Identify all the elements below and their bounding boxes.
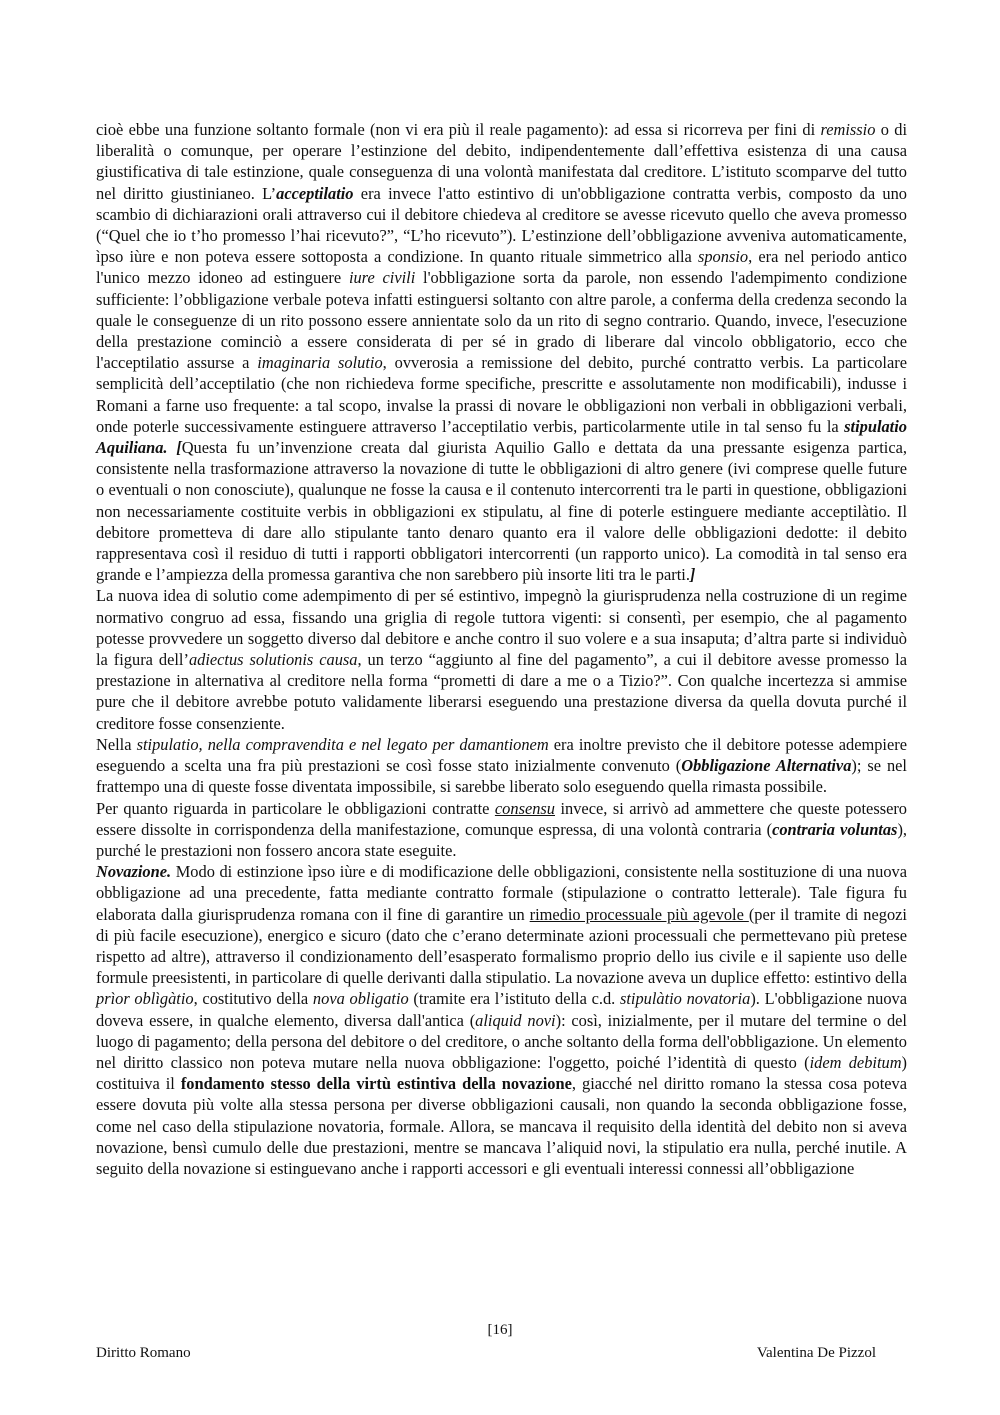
paragraph	[96, 119, 907, 585]
text-segment: , ovverosia a remissione del debito, purché contratto verbis. La particolare semplicità dell’acceptilatio (che non richiedeva forme specifiche, prescritte e assolutamente non modificabili), indusse i Romani a farne uso frequente: a tal scopo, invalse la prassi di novare le obbligazioni non verbali in obbligazioni verbali, onde poterle successivamente estinguere attraverso l’acceptilatio verbis, particolarmente utile in tal senso fu la	[96, 353, 907, 436]
page-number: [16]	[487, 1322, 513, 1338]
text-segment: Questa fu un’invenzione creata dal giurista Aquilio Gallo e dettata da una pressante esigenza partica, consistente nella trasformazione attraverso la novazione di tutte le obbligazioni di altro genere (ivi comprese quelle future o eventuali o non conosciute), qualunque ne fosse la causa e il contenuto intercorrenti tra le parti in questione, obbligazioni non necessariamente costituite verbis in obbligazioni ex stipulatu, al fine di poterle estinguere mediante acceptilàtio. Il debitore prometteva di dare allo stipulante tanto denaro quanto era il valore delle obbligazioni dedotte: il debito rappresentava così il residuo di tutti i rapporti obbligatori intercorrenti (un rapporto unico). La comodità in tal senso era grande e l’ampiezza della promessa garantiva che non sarebbero più insorte liti tra le parti.	[96, 438, 907, 585]
text-segment: , costitutivo della	[193, 989, 313, 1009]
text-segment: remissio	[820, 120, 876, 139]
text-segment: imaginaria solutio	[257, 353, 383, 373]
text-segment: Modo di estinzione ìpso iùre e di modificazione delle obbligazioni, consistente nella sostituzione di una nuova obbligazione ad una precedente, fatta mediante contratto formale (stipulazione o contratto letterale). Tale figura fu elaborata dalla giurisprudenza romana con il fine di garantire un	[96, 862, 907, 924]
text-segment: Obbligazione Alternativa	[681, 756, 852, 776]
text-segment: contraria voluntas	[772, 819, 898, 839]
text-segment: (tramite era l’istituto della c.d.	[408, 989, 620, 1009]
paragraph	[96, 734, 907, 798]
text-segment: cioè ebbe una funzione soltanto formale (non vi era più il reale pagamento): ad essa si ricorreva per fini di	[96, 120, 821, 139]
text-segment: nova obligatio	[312, 989, 409, 1009]
text-segment: ) costituiva il	[96, 1052, 908, 1094]
text-segment: acceptilatio	[276, 183, 354, 203]
paragraph	[96, 798, 907, 862]
text-segment: , un terzo “aggiunto al fine del pagamento”, a cui il debitore avesse promesso la prestazione in alternativa al creditore nella forma “prometti di dare a me o a Tizio?”. Con qualche incertezza si ammise pure che il debitore avrebbe potuto validamente liberarsi eseguendo una prestazione diversa da quella dovuta purché il creditore fosse consenziente.	[96, 650, 908, 733]
text-segment: Novazione.	[96, 862, 172, 882]
text-segment: , era nel periodo antico l'unico mezzo idoneo ad estinguere	[96, 247, 907, 288]
text-segment: stipulàtio novatoria	[619, 989, 751, 1009]
text-segment: ]	[689, 565, 696, 585]
text-segment: Nella	[96, 734, 137, 754]
text-segment: aliquid novi	[475, 1010, 556, 1030]
text-segment: adiectus solutionis causa	[188, 650, 358, 670]
text-segment: rimedio processuale più agevole	[529, 904, 749, 924]
text-segment: ), purché le prestazioni non fossero ancora state eseguite.	[96, 819, 908, 860]
document-body	[96, 119, 907, 1179]
text-segment: ); se nel frattempo una di queste fosse diventata impossibile, si sarebbe liberato solo eseguendo quella rimasta possibile.	[96, 756, 907, 797]
text-segment: (per il tramite di negozi di più facile esecuzione), energico e sicuro (dato che c’erano determinate azioni processuali che permettevano più pretese rispetto ad altre), attraverso il condizionamento dell’esasperato formalismo proprio dello ius civile e il sapiente uso delle formule preesistenti, in particolare di quelle derivanti dalla stipulatio. La novazione aveva un duplice effetto: estintivo della	[96, 904, 907, 988]
text-segment: era invece l'atto estintivo di un'obbligazione contratta verbis, composto da uno scambio di dichiarazioni orali attraverso cui il debitore chiedeva al creditore se avesse ricevuto quello che aveva promesso (“Quel che io t’ho promesso l’hai ricevuto?”, “L’ho ricevuto”). L’estinzione dell’obbligazione avveniva automaticamente, ìpso iùre e non poteva essere sottoposta a condizione. In quanto rituale simmetrico alla	[96, 183, 907, 267]
text-segment: fondamento stesso della virtù estintiva della novazione	[180, 1074, 572, 1094]
text-segment: idem debitum	[809, 1052, 902, 1072]
text-segment: La nuova idea di solutio come adempimento di per sé estintivo, impegnò la giurisprudenza nella costruzione di un regime normativo congruo ad essa, fissando una griglia di regole tuttora vigenti: si consentì, per esempio, che al pagamento potesse provvedere un soggetto diverso dal debitore e anche contro il suo volere e a sua insaputa; d’altra parte si individuò la figura dell’	[96, 586, 907, 670]
text-segment: era inoltre previsto che il debitore potesse adempiere eseguendo a scelta una fra più prestazioni se così fosse stato inizialmente convenuto (	[96, 734, 907, 776]
text-segment: stipulatio Aquiliana. [	[96, 416, 907, 458]
footer-author: Valentina De Pizzol	[756, 1345, 876, 1361]
text-segment: o di liberalità o comunque, per operare l’estinzione del debito, indipendentemente dall’effettiva esistenza di una causa giustificativa di tale estinzione, quale conseguenza di una volontà manifestata dal creditore. L’istituto scomparve del tutto nel diritto giustinianeo. L’	[96, 120, 907, 203]
text-segment: l'obbligazione sorta da parole, non essendo l'adempimento condizione sufficiente: l’obbligazione verbale poteva infatti estinguersi soltanto con altre parole, a conferma della credenza secondo la quale le conseguenze di un rito possono essere annientate solo da un rito di segno contrario. Quando, invece, l'esecuzione della prestazione cominciò a essere considerata di per sé in grado di liberare dal vincolo obbligatorio, ecco che l'acceptilatio assurse a	[96, 268, 907, 373]
text-segment: Per quanto riguarda in particolare le obbligazioni contratte	[96, 798, 495, 818]
text-segment: prìor oblìgàtio	[96, 989, 194, 1009]
text-segment: consensu	[494, 798, 555, 818]
text-segment: stipulatio, nella compravendita e nel legato per damantionem	[136, 734, 549, 754]
text-segment: sponsio	[697, 247, 749, 267]
text-segment: iure civili	[348, 268, 416, 288]
paragraph	[96, 585, 907, 733]
text-segment: ): così, inizialmente, per il mutare del termine o del luogo di pagamento; della persona del debitore o del creditore, o anche soltanto della forma dell'obbligazione. Un elemento nel diritto classico non poteva mutare nella nuova obbligazione: l'oggetto, poiché l’identità di questo (	[96, 1010, 907, 1072]
text-segment: invece, si arrivò ad ammettere che queste potessero essere dissolte in corrispondenza della manifestazione, comunque espressa, di una volontà contraria (	[96, 798, 908, 839]
text-segment: , giacché nel diritto romano la stessa cosa poteva essere dovuta più volte alla stessa persona per diverse obbligazioni causali, non quando la seconda obbligazione fosse, come nel caso della stipulazione novatoria, formale. Allora, se mancava il requisito della identità del debito non si aveva novazione, bensì cumulo delle due prestazioni, mentre se mancava l’aliquid novi, la stipulatio era nulla, perché inutile. A seguito della novazione si estinguevano anche i rapporti accessori e gli eventuali interessi connessi all’obbligazione	[96, 1074, 908, 1178]
text-segment: ). L'obbligazione nuova doveva essere, in qualche elemento, diversa dall'antica (	[96, 989, 908, 1030]
paragraph	[96, 861, 907, 1179]
footer-course-title: Diritto Romano	[96, 1345, 191, 1361]
